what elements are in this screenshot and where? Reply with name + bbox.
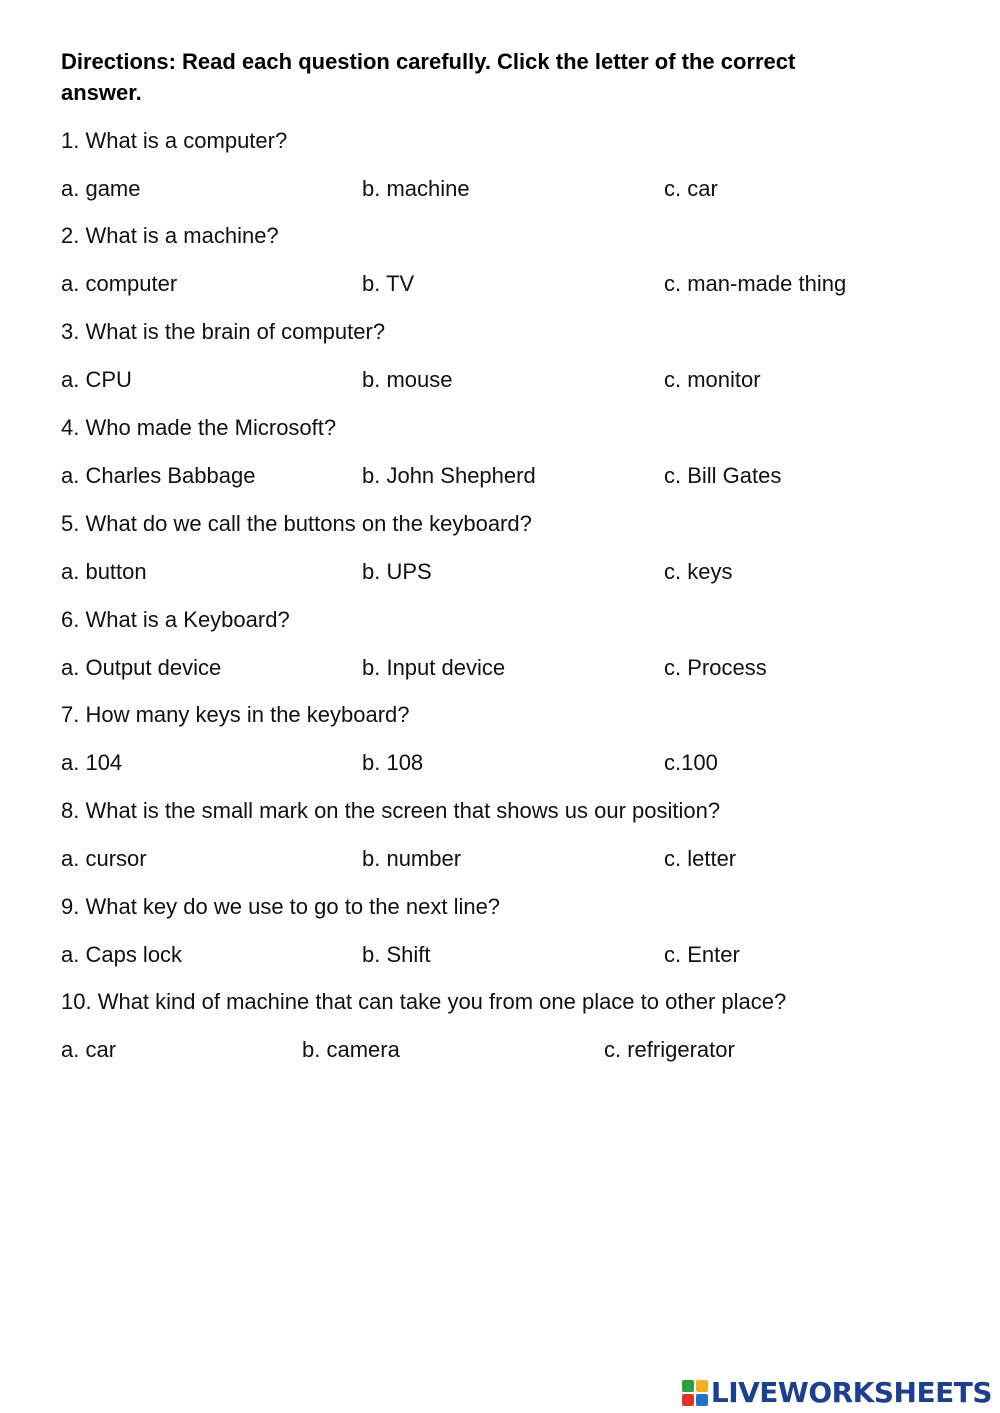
logo-square-red: [682, 1394, 694, 1406]
question-text: 1. What is a computer?: [61, 128, 288, 153]
question-text: 4. Who made the Microsoft?: [61, 415, 337, 440]
option-b[interactable]: b. 108: [362, 750, 424, 775]
question-text: 2. What is a machine?: [61, 223, 279, 248]
option-b[interactable]: b. camera: [302, 1037, 400, 1062]
option-c[interactable]: c.100: [664, 750, 718, 775]
option-c[interactable]: c. letter: [664, 846, 737, 871]
question-text: 7. How many keys in the keyboard?: [61, 702, 410, 727]
option-c[interactable]: c. keys: [664, 559, 733, 584]
option-a[interactable]: a. Charles Babbage: [61, 463, 256, 488]
question-text: 9. What key do we use to go to the next line?: [61, 894, 501, 919]
option-c[interactable]: c. Enter: [664, 942, 740, 967]
option-a[interactable]: a. computer: [61, 271, 178, 296]
option-b[interactable]: b. Input device: [362, 655, 506, 680]
question-text: 3. What is the brain of computer?: [61, 319, 386, 344]
option-a[interactable]: a. cursor: [61, 846, 147, 871]
question-text: 8. What is the small mark on the screen that shows us our position?: [61, 798, 721, 823]
option-c[interactable]: c. car: [664, 176, 718, 201]
option-a[interactable]: a. button: [61, 559, 147, 584]
option-b[interactable]: b. number: [362, 846, 462, 871]
question-text: 5. What do we call the buttons on the keyboard?: [61, 511, 532, 536]
option-b[interactable]: b. mouse: [362, 367, 453, 392]
brand-name: LIVEWORKSHEETS: [710, 1376, 992, 1409]
logo-square-green: [682, 1380, 694, 1392]
option-c[interactable]: c. refrigerator: [604, 1037, 735, 1062]
option-a[interactable]: a. CPU: [61, 367, 132, 392]
option-a[interactable]: a. game: [61, 176, 141, 201]
option-c[interactable]: c. Bill Gates: [664, 463, 782, 488]
question-text: 10. What kind of machine that can take you from one place to other place?: [61, 989, 787, 1014]
option-c[interactable]: c. monitor: [664, 367, 761, 392]
liveworksheets-branding: [682, 1378, 992, 1408]
directions-text: Directions: Read each question carefully. Click the letter of the correct answer.: [61, 49, 796, 105]
option-b[interactable]: b. Shift: [362, 942, 431, 967]
logo-square-blue: [696, 1394, 708, 1406]
option-b[interactable]: b. John Shepherd: [362, 463, 536, 488]
option-a[interactable]: a. car: [61, 1037, 117, 1062]
question-text: 6. What is a Keyboard?: [61, 607, 290, 632]
option-a[interactable]: a. 104: [61, 750, 123, 775]
option-c[interactable]: c. Process: [664, 655, 767, 680]
option-a[interactable]: a. Output device: [61, 655, 222, 680]
option-b[interactable]: b. machine: [362, 176, 470, 201]
option-b[interactable]: b. TV: [362, 271, 415, 296]
option-c[interactable]: c. man-made thing: [664, 271, 847, 296]
liveworksheets-logo-icon: [682, 1380, 708, 1406]
option-b[interactable]: b. UPS: [362, 559, 432, 584]
option-a[interactable]: a. Caps lock: [61, 942, 183, 967]
logo-square-yellow: [696, 1380, 708, 1392]
